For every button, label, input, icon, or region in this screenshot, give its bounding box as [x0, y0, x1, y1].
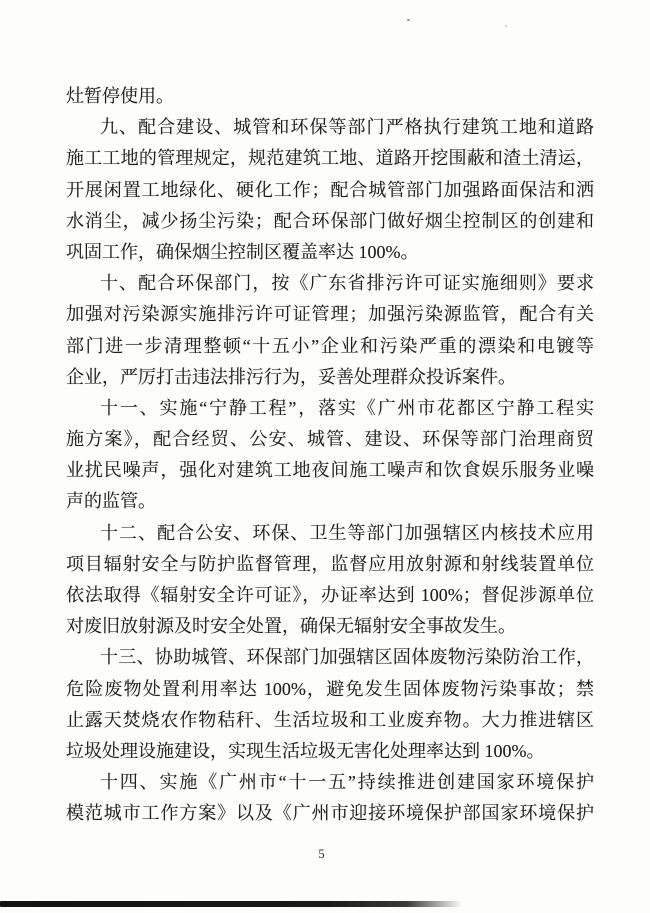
text-line: 开展闲置工地绿化、硬化工作；配合城管部门加强路面保洁和洒 [66, 179, 594, 200]
text-line: 十、配合环保部门，按《广东省排污许可证实施细则》要求 [100, 273, 594, 294]
text-line: 水消尘，减少扬尘污染；配合环保部门做好烟尘控制区的创建和 [66, 210, 594, 231]
text-line: 加强对污染源实施排污许可证管理；加强污染源监管，配合有关 [66, 304, 594, 325]
text-line: 依法取得《辐射安全许可证》，办证率达到 100%；督促涉源单位 [66, 585, 594, 605]
text-line: 业扰民噪声，强化对建筑工地夜间施工噪声和饮食娱乐服务业噪 [66, 460, 594, 481]
text-line: 模范城市工作方案》以及《广州市迎接环境保护部国家环境保护 [66, 803, 594, 824]
text-line: 声的监管。 [66, 491, 156, 512]
text-line: 灶暂停使用。 [66, 86, 174, 106]
text-line: 危险废物处置利用率达 100%，避免发生固体废物污染事故；禁 [66, 678, 594, 699]
text-line: 九、配合建设、城管和环保等部门严格执行建筑工地和道路 [100, 117, 594, 138]
text-line: 施工工地的管理规定，规范建筑工地、道路开挖围蔽和渣土清运， [66, 148, 594, 169]
text-line: 十二、配合公安、环保、卫生等部门加强辖区内核技术应用 [100, 522, 594, 543]
scan-speck [505, 25, 507, 27]
scan-edge-artifact [0, 901, 462, 907]
text-line: 十三、协助城管、环保部门加强辖区固体废物污染防治工作， [100, 647, 594, 668]
scan-speck [407, 19, 410, 21]
text-line: 部门进一步清理整顿“十五小”企业和污染严重的漂染和电镀等 [66, 335, 594, 356]
page-number: 5 [318, 847, 326, 861]
text-line: 项目辐射安全与防护监督管理，监督应用放射源和射线装置单位 [66, 553, 594, 574]
text-line: 施方案》，配合经贸、公安、城管、建设、环保等部门治理商贸 [66, 429, 594, 450]
text-line: 对废旧放射源及时安全处置，确保无辐射安全事故发生。 [66, 616, 516, 637]
text-block [66, 81, 594, 830]
text-line: 巩固工作，确保烟尘控制区覆盖率达 100%。 [66, 241, 419, 262]
text-line: 垃圾处理设施建设，实现生活垃圾无害化处理率达到 100%。 [66, 740, 545, 761]
text-line: 十四、实施《广州市“十一五”持续推进创建国家环境保护 [100, 772, 594, 793]
text-line: 十一、实施“宁静工程”，落实《广州市花都区宁静工程实 [100, 397, 594, 418]
text-line: 企业，严厉打击违法排污行为，妥善处理群众投诉案件。 [66, 366, 516, 387]
text-line: 止露天焚烧农作物秸秆、生活垃圾和工业废弃物。大力推进辖区 [66, 709, 594, 730]
